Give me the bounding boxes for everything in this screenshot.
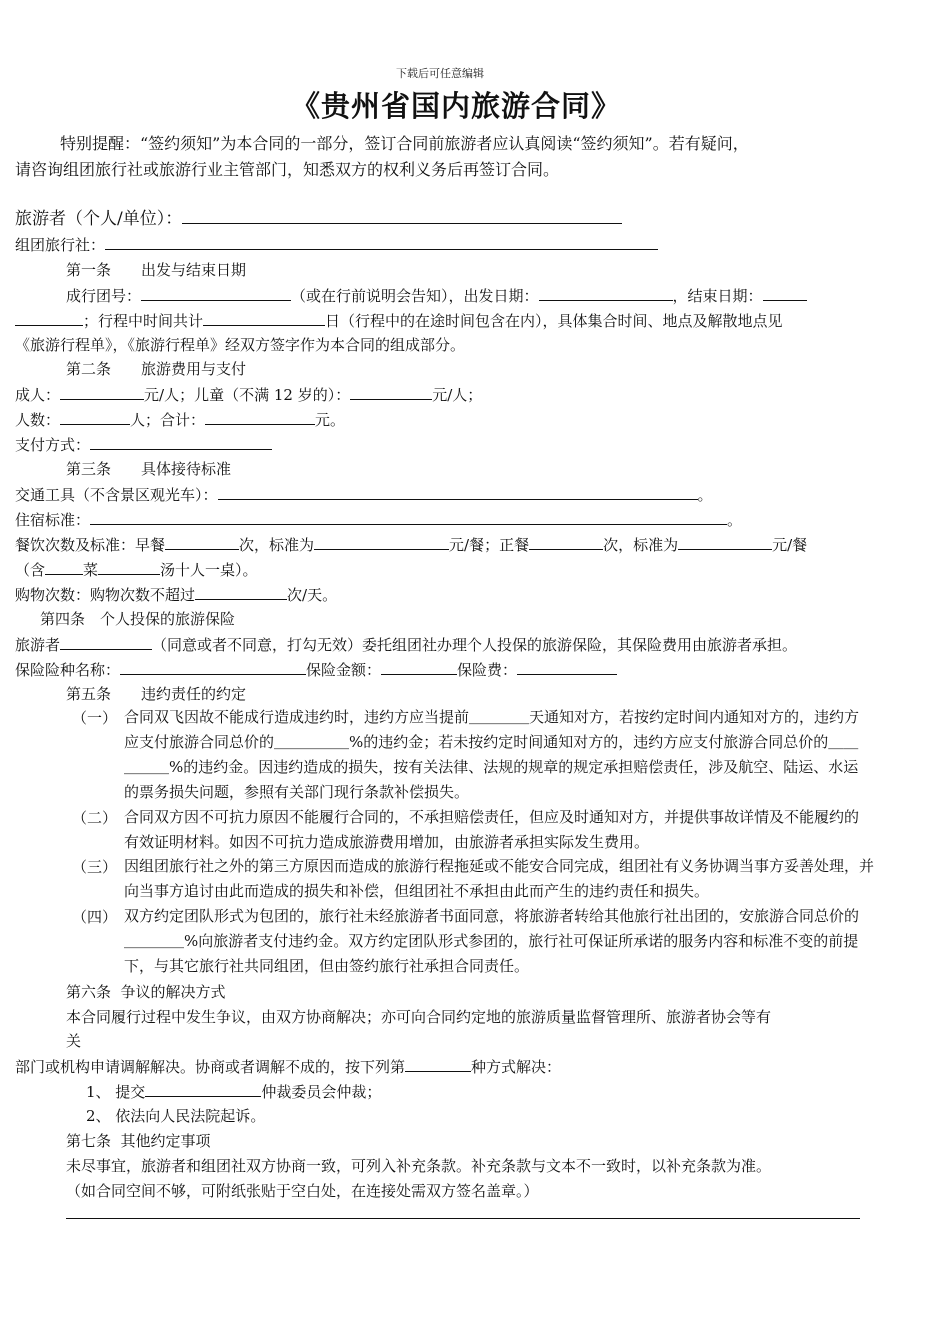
lodging-label: 住宿标准：	[15, 511, 91, 529]
main-meal-unit: 元/餐	[772, 536, 808, 554]
adult-label: 成人：	[15, 386, 61, 404]
reminder-line-1: 特别提醒：“签约须知”为本合同的一部分，签订合同前旅游者应认真阅读“签约须知”。若有疑问，	[60, 134, 749, 153]
dispute-method-suffix: 种方式解决：	[471, 1058, 562, 1076]
group-number-label: 成行团号：	[66, 287, 142, 305]
article-2-line-2	[15, 409, 345, 430]
transport-blank[interactable]	[218, 484, 698, 500]
transport-line	[15, 484, 713, 505]
insurance-type-label: 保险险种名称：	[15, 661, 121, 679]
dish-open: （含	[15, 561, 46, 579]
end-date-blank[interactable]	[763, 285, 807, 301]
total-label: 人；合计：	[130, 411, 206, 429]
start-date-label: （或在行前说明会告知），出发日期：	[291, 287, 539, 305]
insurance-amount-blank[interactable]	[381, 659, 457, 675]
soup-label: 汤十人一桌）。	[160, 561, 258, 579]
lodging-line	[15, 509, 742, 530]
child-unit: 元/人；	[432, 386, 483, 404]
article-7-heading: 第七条 其他约定事项	[66, 1132, 211, 1150]
agency-blank[interactable]	[105, 234, 658, 250]
article-7-line-2: （如合同空间不够，可附纸张贴于空白处，在连接处需双方签名盖章。）	[66, 1182, 539, 1200]
article-7-line-1: 未尽事宜，旅游者和组团社双方协商一致，可列入补充条款。补充条款与文本不一致时，以补充条款为准。	[66, 1157, 772, 1175]
main-meal-label: 元/餐；正餐	[449, 536, 530, 554]
people-count-label: 人数：	[15, 411, 61, 429]
lodging-end: 。	[727, 511, 743, 529]
article-5-heading: 第五条 违约责任的约定	[66, 685, 247, 703]
clause-text: 因组团旅行社之外的第三方原因而造成的旅游行程拖延或不能安合同完成，组团社有义务协调当事方妥善处理，并向当事方追讨由此而造成的损失和补偿，但组团社不承担由此而产生的违约责任和损失。	[124, 857, 875, 900]
meal-line-2	[15, 559, 258, 580]
payment-label: 支付方式：	[15, 436, 91, 454]
breakfast-std-blank[interactable]	[314, 534, 449, 550]
start-date-blank[interactable]	[539, 285, 673, 301]
article-2-line-3	[15, 434, 272, 455]
document-title: 《贵州省国内旅游合同》	[290, 89, 621, 123]
meal-line	[15, 534, 807, 555]
shopping-label: 购物次数：购物次数不超过	[15, 586, 196, 604]
dispute-option-2: 2、 依法向人民法院起诉。	[86, 1107, 266, 1125]
reminder-line-2: 请咨询组团旅行社或旅游行业主管部门，知悉双方的权利义务后再签订合同。	[15, 160, 560, 179]
transport-end: 。	[697, 486, 713, 504]
article-4-line-1	[15, 634, 797, 655]
breakfast-count-blank[interactable]	[165, 534, 239, 550]
clause-number: （一）	[72, 709, 118, 727]
clause-number: （三）	[72, 858, 118, 876]
article-2-heading: 第二条 旅游费用与支付	[66, 360, 247, 378]
group-number-blank[interactable]	[141, 285, 291, 301]
article-4-heading: 第四条 个人投保的旅游保险	[40, 610, 236, 628]
total-blank[interactable]	[205, 409, 315, 425]
arbitration-suffix: 仲裁委员会仲裁；	[261, 1083, 382, 1101]
dish-count-blank[interactable]	[45, 559, 83, 575]
dispute-method-blank[interactable]	[405, 1056, 471, 1072]
article-4-line-2	[15, 659, 617, 680]
main-meal-count-blank[interactable]	[529, 534, 603, 550]
dispute-option-1	[86, 1081, 381, 1102]
transport-label: 交通工具（不含景区观光车）：	[15, 486, 218, 504]
article-6-line-2: 关	[66, 1032, 82, 1050]
tourist-blank[interactable]	[182, 208, 622, 224]
tourist-label: 旅游者（个人/单位）：	[15, 209, 183, 229]
duration-desc: 日（行程中的在途时间包含在内），具体集合时间、地点及解散地点见	[325, 312, 783, 330]
article-6-line-3	[15, 1056, 561, 1077]
header-note: 下载后可任意编辑	[396, 67, 484, 80]
dispute-method-label: 部门或机构申请调解解决。协商或者调解不成的，按下列第	[15, 1058, 406, 1076]
insurance-type-blank[interactable]	[120, 659, 306, 675]
insurance-consent-label: 旅游者	[15, 636, 61, 654]
clause-number: （四）	[72, 908, 118, 926]
article-1-line-3: 《旅游行程单》，《旅游行程单》经双方签字作为本合同的组成部分。	[15, 336, 466, 354]
shopping-blank[interactable]	[195, 584, 287, 600]
article-1-heading: 第一条 出发与结束日期	[66, 261, 247, 279]
agency-label: 组团旅行社：	[15, 236, 106, 254]
article-1-line-2	[15, 310, 783, 331]
article-2-line-1	[15, 384, 482, 405]
insurance-fee-blank[interactable]	[517, 659, 617, 675]
end-date-blank-cont[interactable]	[15, 310, 83, 326]
breakfast-std-label: 次，标准为	[239, 536, 315, 554]
article-1-line-1	[66, 285, 807, 306]
payment-blank[interactable]	[90, 434, 272, 450]
other-terms-blank-line[interactable]	[66, 1218, 860, 1219]
clause-text: 双方约定团队形式为包团的，旅行社未经旅游者书面同意，将旅游者转给其他旅行社出团的，安旅游合同总价的＿＿＿＿%向旅游者支付违约金。双方约定团队形式参团的，旅行社可保证所承诺的服务内容和标准不变的前提下，与其它旅行社共同组团，但由签约旅行社承担合同责任。	[124, 907, 860, 975]
agency-field	[15, 234, 658, 255]
clause-number: （二）	[72, 809, 118, 827]
arbitration-blank[interactable]	[145, 1081, 261, 1097]
dish-label: 菜	[83, 561, 99, 579]
child-label: 元/人；儿童（不满 12 岁的）：	[144, 386, 351, 404]
insurance-fee-label: 保险费：	[457, 661, 518, 679]
adult-price-blank[interactable]	[60, 384, 144, 400]
shopping-unit: 次/天。	[287, 586, 338, 604]
clause-text: 合同双方因不可抗力原因不能履行合同的，不承担赔偿责任，但应及时通知对方，并提供事故详情及不能履约的有效证明材料。如因不可抗力造成旅游费用增加，由旅游者承担实际发生费用。	[124, 808, 860, 851]
breakfast-label: 餐饮次数及标准：早餐	[15, 536, 166, 554]
child-price-blank[interactable]	[350, 384, 432, 400]
insurance-amount-label: 保险金额：	[306, 661, 382, 679]
main-meal-std-label: 次，标准为	[603, 536, 679, 554]
tourist-field	[15, 208, 622, 229]
article-6-heading: 第六条 争议的解决方式	[66, 983, 226, 1001]
lodging-blank[interactable]	[90, 509, 727, 525]
people-count-blank[interactable]	[60, 409, 130, 425]
article-6-line-1: 本合同履行过程中发生争议，由双方协商解决；亦可向合同约定地的旅游质量监督管理所、旅游者协会等有	[66, 1008, 772, 1026]
end-date-label: ，结束日期：	[672, 287, 763, 305]
insurance-consent-blank[interactable]	[60, 634, 152, 650]
main-meal-std-blank[interactable]	[678, 534, 772, 550]
clause-text: 合同双飞因故不能成行造成违约时，违约方应当提前＿＿＿＿天通知对方，若按约定时间内通知对方的，违约方应支付旅游合同总价的＿＿＿＿＿%的违约金；若未按约定时间通知对方的，违约方应支付旅游合同总价的＿＿＿＿＿%的违约金。因违约造成的损失，按有关法律、法规的规章的规定承担赔偿责任，涉及航空、陆运、水运的票务损失问题，参照有关部门现行条款补偿损失。	[124, 708, 860, 801]
article-3-heading: 第三条 具体接待标准	[66, 460, 232, 478]
arbitration-label: 1、 提交	[86, 1083, 146, 1101]
total-unit: 元。	[315, 411, 346, 429]
duration-label: ；行程中时间共计	[83, 312, 204, 330]
soup-count-blank[interactable]	[98, 559, 160, 575]
duration-blank[interactable]	[203, 310, 325, 326]
insurance-consent-desc: （同意或者不同意，打勾无效）委托组团社办理个人投保的旅游保险，其保险费用由旅游者承担。	[152, 636, 798, 654]
shopping-line	[15, 584, 337, 605]
